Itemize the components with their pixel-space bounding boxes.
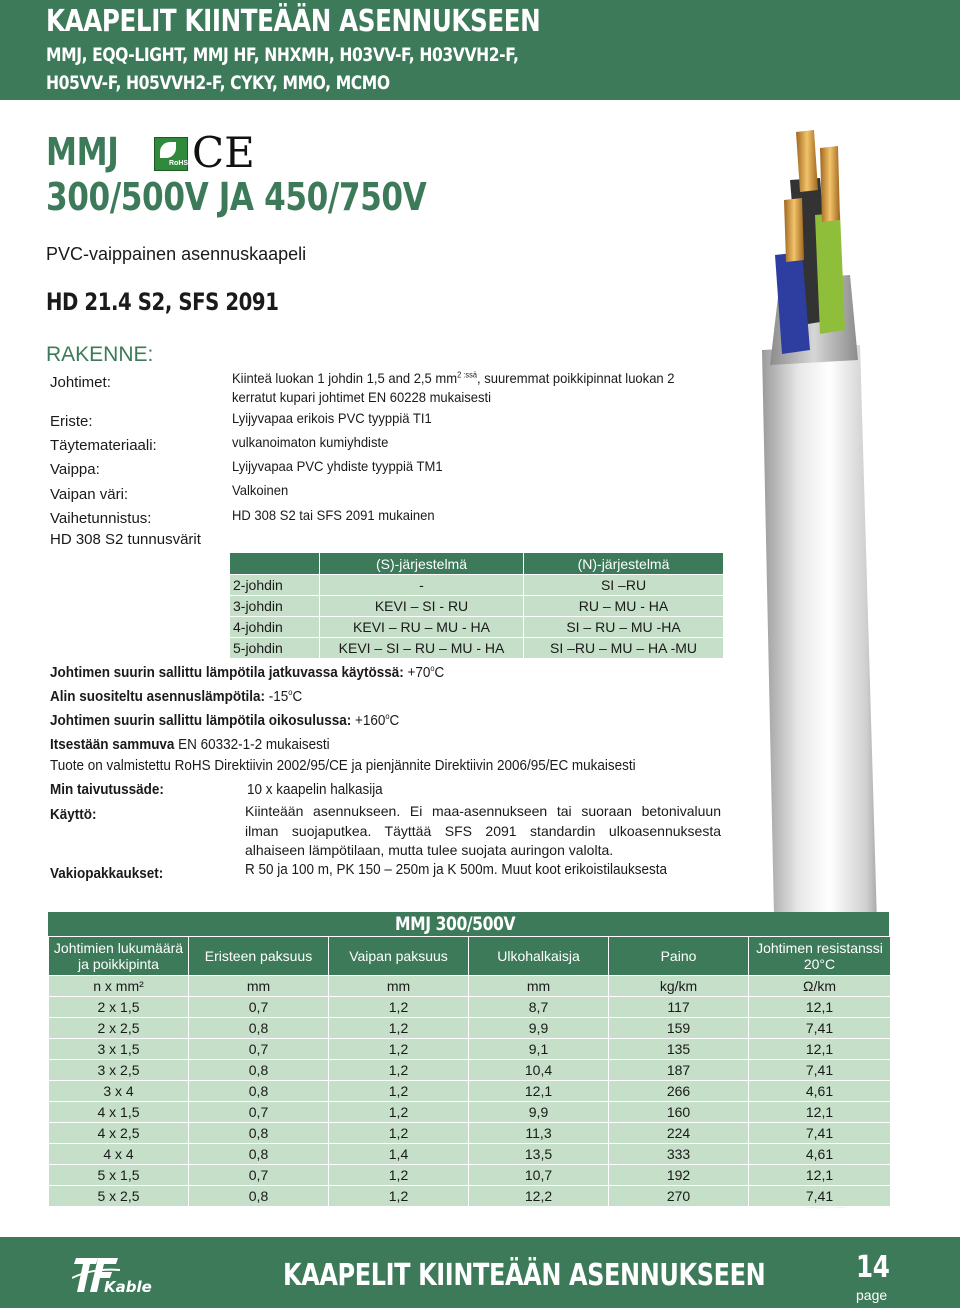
label-use: Käyttö: bbox=[50, 807, 97, 823]
table-cell: 224 bbox=[609, 1123, 749, 1144]
table-cell: 4 x 2,5 bbox=[49, 1123, 189, 1144]
value-eriste: Lyijyvapaa erikois PVC tyyppiä TI1 bbox=[232, 410, 432, 426]
leaf-icon bbox=[160, 142, 176, 158]
label-vaihetunnistus: Vaihetunnistus: bbox=[50, 510, 152, 527]
self-extinguishing-line: Itsestään sammuva EN 60332-1-2 mukaisesti bbox=[50, 737, 330, 753]
table-cell: 117 bbox=[609, 997, 749, 1018]
footer-title: KAAPELIT KIINTEÄÄN ASENNUKSEEN bbox=[283, 1258, 766, 1293]
table-cell: Eristeen paksuus bbox=[189, 937, 329, 976]
table-cell: mm bbox=[189, 976, 329, 997]
color-table-header-cell bbox=[230, 553, 320, 575]
value-vaippa: Lyijyvapaa PVC yhdiste tyyppiä TM1 bbox=[232, 458, 443, 474]
table-cell: 160 bbox=[609, 1102, 749, 1123]
main-spec-table bbox=[48, 936, 891, 1207]
copper-core bbox=[820, 146, 840, 222]
product-name: MMJ bbox=[46, 130, 119, 174]
table-cell: 12,2 bbox=[469, 1186, 609, 1207]
product-standard: HD 21.4 S2, SFS 2091 bbox=[46, 288, 279, 316]
table-cell: 0,7 bbox=[189, 1039, 329, 1060]
label-taytemateriaali: Täytemateriaali: bbox=[50, 437, 157, 454]
table-cell: 0,7 bbox=[189, 1165, 329, 1186]
table-cell: 1,2 bbox=[329, 1081, 469, 1102]
header-subtitle-line2: H05VV-F, H05VVH2-F, CYKY, MMO, MCMO bbox=[46, 72, 390, 94]
table-cell: 266 bbox=[609, 1081, 749, 1102]
table-row bbox=[49, 1102, 891, 1123]
value-bend-radius: 10 x kaapelin halkasija bbox=[247, 782, 383, 798]
page-number: 14 bbox=[856, 1250, 890, 1285]
green-yellow-conductor-insulation bbox=[815, 213, 845, 334]
table-cell: 2-johdin bbox=[230, 575, 320, 596]
value-use: Kiinteään asennukseen. Ei maa-asennukseen tai suoraan betonivaluun ilman suojaputkea. Täyttää SFS 2091 standardin ulkoasennuksesta alhaiseen lämpötilaan, mutta tulee suojata auringon valolta. bbox=[245, 803, 721, 858]
logo-text: Kable bbox=[104, 1278, 152, 1296]
table-header-row bbox=[49, 937, 891, 976]
table-cell: 1,2 bbox=[329, 1018, 469, 1039]
header-banner bbox=[0, 0, 960, 100]
table-cell: KEVI – SI – RU – MU - HA bbox=[320, 638, 524, 659]
table-cell: 0,8 bbox=[189, 1018, 329, 1039]
table-cell: 135 bbox=[609, 1039, 749, 1060]
table-cell: 7,41 bbox=[749, 1123, 891, 1144]
table-row bbox=[49, 1186, 891, 1207]
table-cell: 1,2 bbox=[329, 1060, 469, 1081]
value-vaipan-vari: Valkoinen bbox=[232, 482, 289, 498]
table-cell: 0,8 bbox=[189, 1060, 329, 1081]
table-cell: 2 x 1,5 bbox=[49, 997, 189, 1018]
table-row bbox=[49, 997, 891, 1018]
table-cell: 4-johdin bbox=[230, 617, 320, 638]
table-cell: 12,1 bbox=[469, 1081, 609, 1102]
header-subtitle-line1: MMJ, EQQ-LIGHT, MMJ HF, NHXMH, H03VV-F, H03VVH2-F, bbox=[46, 44, 519, 66]
table-cell: SI –RU – MU – HA -MU bbox=[524, 638, 724, 659]
table-cell: 10,4 bbox=[469, 1060, 609, 1081]
product-description: PVC-vaippainen asennuskaapeli bbox=[46, 244, 307, 264]
table-cell: 8,7 bbox=[469, 997, 609, 1018]
table-cell: Johtimien lukumäärä ja poikkipinta bbox=[49, 937, 189, 976]
table-cell: 9,9 bbox=[469, 1102, 609, 1123]
page-label: page bbox=[856, 1287, 888, 1303]
value-vaihetunnistus: HD 308 S2 tai SFS 2091 mukainen bbox=[232, 507, 435, 523]
table-row bbox=[230, 596, 724, 617]
table-row bbox=[49, 1123, 891, 1144]
color-table-header bbox=[230, 553, 724, 575]
table-cell: Ω/km bbox=[749, 976, 891, 997]
label-johtimet: Johtimet: bbox=[50, 374, 111, 391]
label-vaippa: Vaippa: bbox=[50, 461, 100, 478]
table-cell: 4 x 1,5 bbox=[49, 1102, 189, 1123]
table-row bbox=[49, 1165, 891, 1186]
table-cell: SI –RU bbox=[524, 575, 724, 596]
ce-mark-icon: CE bbox=[192, 128, 255, 177]
table-row bbox=[230, 638, 724, 659]
section-heading-rakenne: RAKENNE: bbox=[46, 343, 154, 366]
tf-kable-logo-icon bbox=[72, 1252, 152, 1296]
table-cell: kg/km bbox=[609, 976, 749, 997]
table-cell: 3 x 2,5 bbox=[49, 1060, 189, 1081]
table-cell: Vaipan paksuus bbox=[329, 937, 469, 976]
table-row bbox=[49, 1060, 891, 1081]
table-cell: 12,1 bbox=[749, 997, 891, 1018]
value-johtimet-line2: kerratut kupari johtimet EN 60228 mukaisesti bbox=[232, 389, 492, 405]
table-cell: 0,7 bbox=[189, 997, 329, 1018]
table-cell: 13,5 bbox=[469, 1144, 609, 1165]
table-cell: 1,2 bbox=[329, 1165, 469, 1186]
table-cell: 270 bbox=[609, 1186, 749, 1207]
table-cell: 3-johdin bbox=[230, 596, 320, 617]
table-cell: mm bbox=[469, 976, 609, 997]
label-bend-radius: Min taivutussäde: bbox=[50, 782, 164, 798]
label-packages: Vakiopakkaukset: bbox=[50, 866, 164, 882]
table-row bbox=[49, 1039, 891, 1060]
table-cell: KEVI – RU – MU - HA bbox=[320, 617, 524, 638]
table-cell: 4,61 bbox=[749, 1081, 891, 1102]
table-cell: 10,7 bbox=[469, 1165, 609, 1186]
table-cell: 192 bbox=[609, 1165, 749, 1186]
table-cell: SI – RU – MU -HA bbox=[524, 617, 724, 638]
header-title: KAAPELIT KIINTEÄÄN ASENNUKSEEN bbox=[46, 4, 541, 39]
table-cell: 2 x 2,5 bbox=[49, 1018, 189, 1039]
color-table-header-cell: (S)-järjestelmä bbox=[320, 553, 524, 575]
table-cell: Johtimen resistanssi 20°C bbox=[749, 937, 891, 976]
table-cell: 1,2 bbox=[329, 1186, 469, 1207]
main-table-title: MMJ 300/500V bbox=[48, 912, 889, 936]
color-table-header-cell: (N)-järjestelmä bbox=[524, 553, 724, 575]
table-cell: 3 x 1,5 bbox=[49, 1039, 189, 1060]
table-cell: 0,8 bbox=[189, 1144, 329, 1165]
table-cell: 333 bbox=[609, 1144, 749, 1165]
table-cell: n x mm² bbox=[49, 976, 189, 997]
table-cell: 11,3 bbox=[469, 1123, 609, 1144]
table-units-row bbox=[49, 976, 891, 997]
table-cell: 0,8 bbox=[189, 1186, 329, 1207]
table-cell: 12,1 bbox=[749, 1102, 891, 1123]
rohs-logo-icon bbox=[154, 137, 188, 171]
table-cell: 12,1 bbox=[749, 1039, 891, 1060]
table-cell: 0,8 bbox=[189, 1123, 329, 1144]
table-cell: 7,41 bbox=[749, 1018, 891, 1039]
table-row bbox=[49, 1144, 891, 1165]
value-taytemateriaali: vulkanoimaton kumiyhdiste bbox=[232, 434, 389, 450]
table-cell: 4 x 4 bbox=[49, 1144, 189, 1165]
table-cell: 7,41 bbox=[749, 1060, 891, 1081]
table-row bbox=[230, 575, 724, 596]
table-cell: 1,4 bbox=[329, 1144, 469, 1165]
table-cell: Paino bbox=[609, 937, 749, 976]
table-cell: 3 x 4 bbox=[49, 1081, 189, 1102]
table-cell: 0,7 bbox=[189, 1102, 329, 1123]
min-install-temp-line: Alin suositeltu asennuslämpötila: -15$^o$C bbox=[50, 688, 303, 705]
value-johtimet: Kiinteä luokan 1 johdin 1,5 and 2,5 $mm^{2 :ssä}$, suuremmat poikkipinnat luokan 2 bbox=[232, 370, 675, 386]
rohs-directive-line: Tuote on valmistettu RoHS Direktiivin 2002/95/CE ja pienjännite Direktiivin 2006/95/EC mukaisesti bbox=[50, 758, 636, 774]
label-tunnusvarit: HD 308 S2 tunnusvärit bbox=[50, 531, 201, 548]
table-cell: 5 x 1,5 bbox=[49, 1165, 189, 1186]
short-circuit-temp-line: Johtimen suurin sallittu lämpötila oikosulussa: $+160^oC$ bbox=[50, 712, 400, 729]
table-cell: 5 x 2,5 bbox=[49, 1186, 189, 1207]
rohs-label: RoHS bbox=[169, 160, 189, 167]
table-row bbox=[49, 1081, 891, 1102]
label-vaipan-vari: Vaipan väri: bbox=[50, 486, 129, 503]
table-cell: 4,61 bbox=[749, 1144, 891, 1165]
table-cell: KEVI – SI - RU bbox=[320, 596, 524, 617]
table-cell: 9,9 bbox=[469, 1018, 609, 1039]
product-voltage: 300/500V JA 450/750V bbox=[46, 175, 427, 219]
table-cell: 0,8 bbox=[189, 1081, 329, 1102]
table-cell: mm bbox=[329, 976, 469, 997]
value-packages: R 50 ja 100 m, PK 150 – 250m ja K 500m. Muut koot erikoistilauksesta bbox=[245, 862, 668, 878]
table-cell: 187 bbox=[609, 1060, 749, 1081]
table-cell: 12,1 bbox=[749, 1165, 891, 1186]
table-cell: RU – MU - HA bbox=[524, 596, 724, 617]
table-cell: 1,2 bbox=[329, 1039, 469, 1060]
table-cell: 5-johdin bbox=[230, 638, 320, 659]
color-code-table bbox=[229, 552, 724, 659]
table-cell: Ulkohalkaisja bbox=[469, 937, 609, 976]
table-cell: 1,2 bbox=[329, 997, 469, 1018]
table-row bbox=[49, 1018, 891, 1039]
table-cell: 7,41 bbox=[749, 1186, 891, 1207]
table-cell: - bbox=[320, 575, 524, 596]
table-cell: 1,2 bbox=[329, 1123, 469, 1144]
table-row bbox=[230, 617, 724, 638]
table-cell: 159 bbox=[609, 1018, 749, 1039]
max-temp-line: Johtimen suurin sallittu lämpötila jatkuvassa käytössä: $+70^oC$ bbox=[50, 664, 445, 681]
table-cell: 9,1 bbox=[469, 1039, 609, 1060]
label-eriste: Eriste: bbox=[50, 413, 93, 430]
table-cell: 1,2 bbox=[329, 1102, 469, 1123]
copper-core bbox=[784, 198, 804, 262]
